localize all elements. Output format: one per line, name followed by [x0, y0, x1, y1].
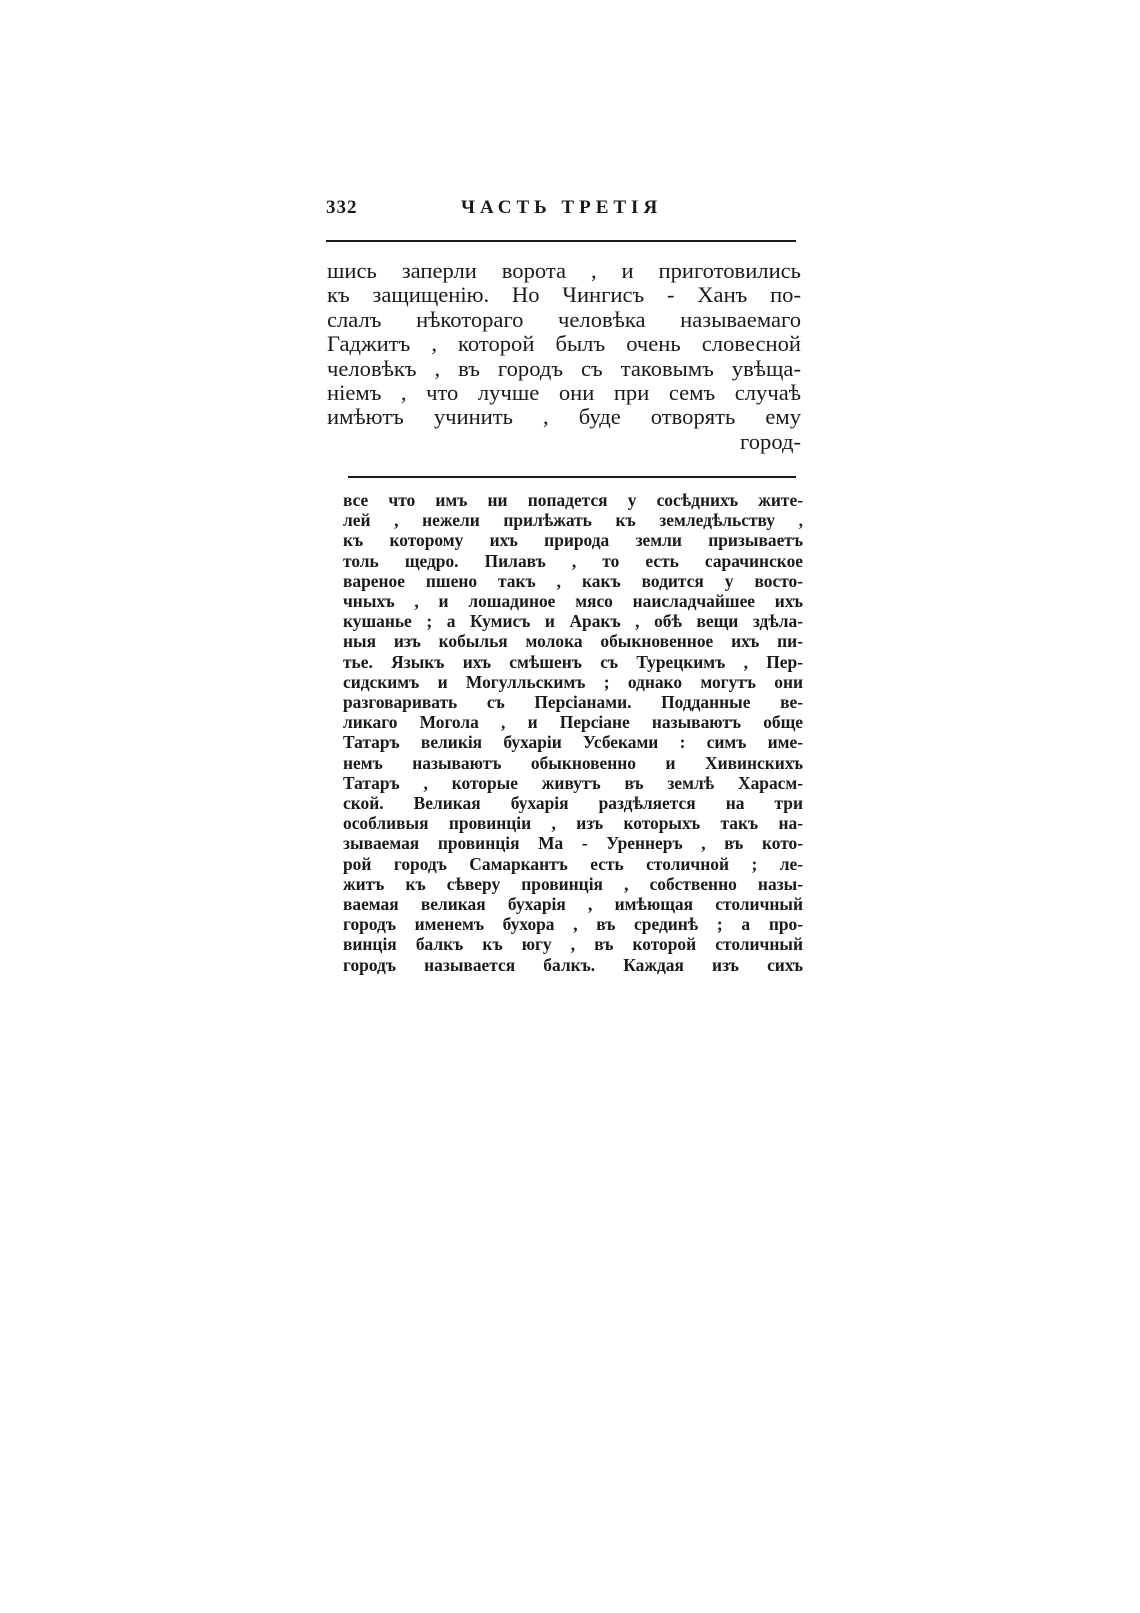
text-line: Гаджитъ , которой былъ очень словесной [327, 331, 801, 357]
main-text [327, 259, 801, 454]
text-line: къ защищенію. Но Чингисъ - Ханъ по- [327, 282, 801, 308]
footnote-line: зываемая провинція Ма - Уреннеръ , въ кото- [343, 833, 803, 854]
footnote-line: рой городъ Самаркантъ есть столичной ; ле- [343, 853, 803, 874]
footnote-line: Татаръ , которые живутъ въ землѣ Харасм- [343, 772, 803, 793]
running-title: ЧАСТЬ ТРЕТІЯ [461, 197, 663, 218]
text-line: слалъ нѣкотораго человѣка называемаго [327, 306, 801, 332]
footnote-line: къ которому ихъ природа земли призываетъ [343, 530, 803, 551]
footnote-rule [348, 476, 796, 478]
footnote-line: житъ къ сѣверу провинція , собственно назы- [343, 873, 803, 894]
footnote-line: сидскимъ и Могулльскимъ ; однако могутъ они [343, 671, 803, 692]
footnote-line: ликаго Могола , и Персіане называютъ обще [343, 712, 803, 733]
text-line: человѣкъ , въ городъ съ таковымъ увѣща- [327, 355, 801, 381]
footnote-line: городъ называется балкъ. Каждая изъ сихъ [343, 954, 803, 975]
footnote-line: ской. Великая бухарія раздѣляется на три [343, 793, 803, 814]
footnote [343, 490, 803, 975]
footnote-line: разговаривать съ Персіанами. Подданные ве- [343, 692, 803, 713]
catchword: город- [740, 428, 801, 454]
header-rule [326, 240, 796, 242]
footnote-line: все что имъ ни попадется у сосѣднихъ жите- [343, 490, 803, 510]
footnote-line: ныя изъ кобылья молока обыкновенное ихъ пи- [343, 631, 803, 652]
footnote-line: ваемая великая бухарія , имѣющая столичный [343, 894, 803, 915]
footnote-line: лей , нежели прилѣжать къ земледѣльству , [343, 510, 803, 531]
footnote-line: тье. Языкъ ихъ смѣшенъ съ Турецкимъ , Пер- [343, 651, 803, 672]
footnote-line: немъ называютъ обыкновенно и Хивинскихъ [343, 752, 803, 773]
footnote-line: особливыя провинціи , изъ которыхъ такъ на- [343, 813, 803, 834]
footnote-line: Татаръ великія бухаріи Усбеками : симъ име- [343, 732, 803, 753]
footnote-line: чныхъ , и лошадиное мясо наисладчайшее ихъ [343, 591, 803, 612]
footnote-line: вареное пшено такъ , какъ водится у восто- [343, 570, 803, 591]
footnote-line: городъ именемъ бухора , въ срединѣ ; а про- [343, 914, 803, 935]
running-head [326, 197, 796, 225]
footnote-line: кушанье ; а Кумисъ и Аракъ , обѣ вещи здѣла- [343, 611, 803, 632]
text-line: имѣютъ учинить , буде отворять ему [327, 404, 801, 430]
page-number: 332 [326, 197, 358, 218]
text-line: шись заперли ворота , и приготовились [327, 258, 801, 283]
text-line: ніемъ , что лучше они при семъ случаѣ [327, 380, 801, 406]
footnote-line: винція балкъ къ югу , въ которой столичный [343, 934, 803, 955]
footnote-line: толь щедро. Пилавъ , то есть сарачинское [343, 550, 803, 571]
